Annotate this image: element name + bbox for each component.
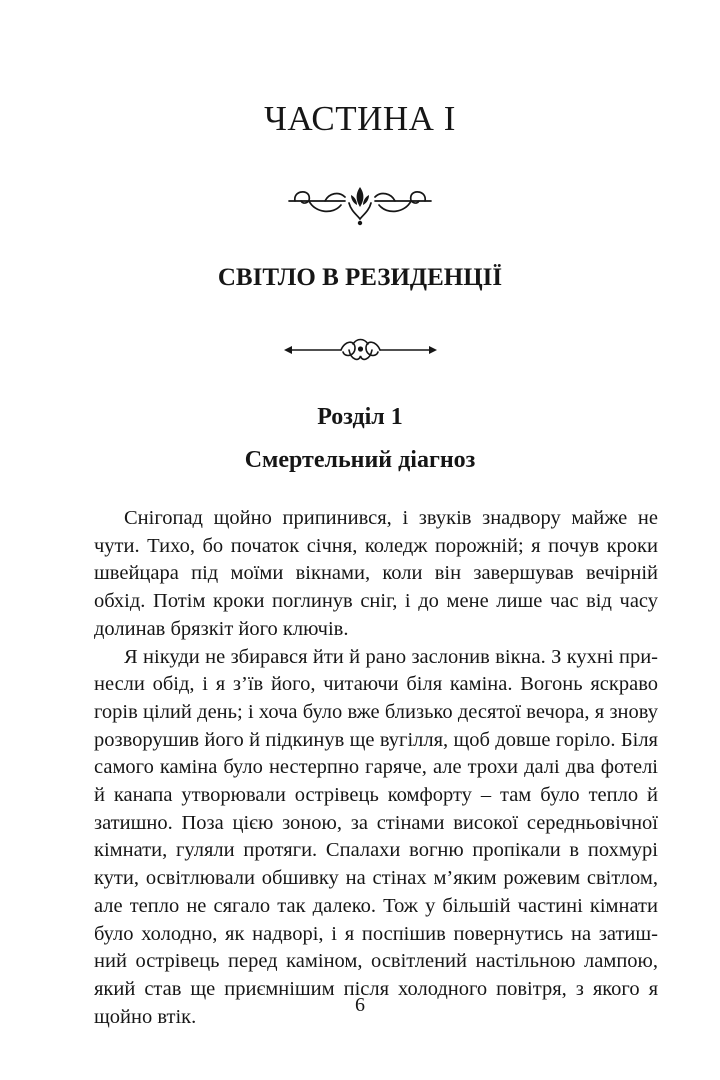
- flourish-ornament-top: [0, 181, 720, 229]
- text-line: кути, освітлювали обшивку на стінах м’яким рожевим світлом,: [94, 867, 658, 890]
- text-line: чути. Тихо, бо початок січня, коледж порожній; я почув кроки: [94, 534, 658, 557]
- text-line: несли обід, і я з’їв його, читаючи біля каміна. Вогонь яскраво: [94, 673, 658, 696]
- text-line: Я нікуди не збирався йти й рано заслонив вікна. З кухні при-: [124, 645, 658, 668]
- text-line: ний острівець перед каміном, освітлений настільною лампою,: [94, 950, 658, 973]
- text-line: було холодно, як надворі, і я поспішив повернутись на затиш-: [94, 922, 658, 945]
- text-line: долинав брязкіт його ключів.: [94, 617, 349, 640]
- flourish-ornament-bottom: [0, 336, 720, 366]
- body-text: [94, 505, 658, 1031]
- chapter-title: Смертельний діагноз: [244, 447, 476, 473]
- text-line: який став ще приємнішим після холодного повітря, з якого я: [94, 977, 658, 1000]
- text-line: швейцара під моїми вікнами, коли він завершував вечірній: [94, 562, 658, 585]
- text-line: Снігопад щойно припинився, і звуків знадвору майже не: [124, 507, 658, 529]
- text-line: кімнати, гуляли протяги. Спалахи вогню пропікали в похмурі: [94, 839, 658, 862]
- section-title: СВІТЛО В РЕЗИДЕНЦІЇ: [217, 264, 503, 291]
- text-line: й канапа утворювали острівець комфорту – там було тепло й: [94, 784, 658, 807]
- text-line: розворушив його й підкинув ще вугілля, щоб довше горіло. Біля: [94, 728, 658, 751]
- text-line: але тепло не сягало так далеко. Тож у більшій частині кімнати: [94, 894, 658, 917]
- text-line: щойно втік.: [94, 1005, 197, 1028]
- text-line: самого каміна було нестерпно гаряче, але трохи далі два фотелі: [94, 756, 658, 779]
- chapter-label: Розділ 1: [317, 404, 403, 430]
- part-title: ЧАСТИНА I: [264, 99, 456, 138]
- paragraph: [94, 505, 658, 644]
- text-line: затишно. Поза цією зоною, за стінами високої середньовічної: [94, 811, 658, 834]
- ornament-flourish-icon: [285, 181, 435, 229]
- paragraph: [94, 644, 658, 1032]
- ornament-divider-icon: [283, 336, 438, 366]
- text-line: обхід. Потім кроки поглинув сніг, і до мене лише час від часу: [94, 590, 658, 613]
- page-number: 6: [355, 994, 365, 1016]
- text-line: горів цілий день; і хоча було вже близько десятої вечора, я знову: [94, 700, 658, 723]
